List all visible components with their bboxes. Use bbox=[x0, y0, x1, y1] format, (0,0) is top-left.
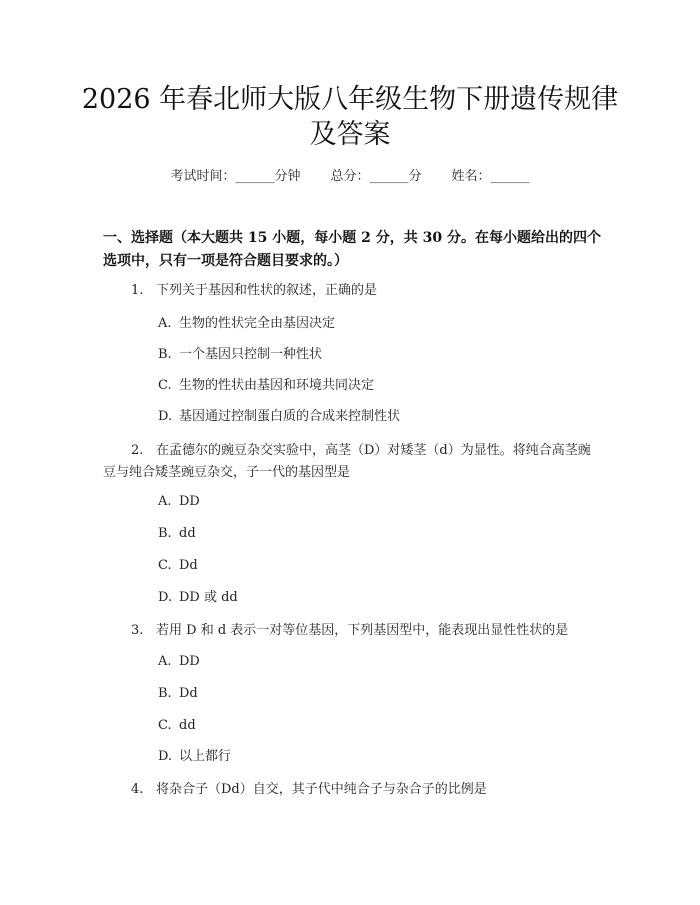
option-label: C. bbox=[158, 378, 172, 393]
page-title: 2026 年春北师大版八年级生物下册遗传规律 bbox=[81, 84, 619, 115]
question-number: 4. bbox=[131, 782, 144, 797]
option-text: dd bbox=[179, 718, 196, 733]
question-2 bbox=[103, 440, 603, 484]
option-text: 以上都行 bbox=[179, 749, 232, 764]
question-1 bbox=[103, 280, 603, 302]
question-3 bbox=[103, 620, 603, 642]
question-text: 下列关于基因和性状的叙述，正确的是 bbox=[156, 283, 378, 298]
option-3b bbox=[158, 685, 198, 703]
option-2b bbox=[158, 525, 196, 543]
question-number: 3. bbox=[131, 623, 144, 638]
option-text: 基因通过控制蛋白质的合成来控制性状 bbox=[179, 409, 401, 424]
option-2c bbox=[158, 557, 198, 575]
option-text: Dd bbox=[179, 558, 198, 573]
option-label: A. bbox=[158, 316, 172, 331]
student-name-field: 姓名：______ bbox=[451, 169, 530, 184]
option-1b bbox=[158, 346, 322, 364]
option-text: DD 或 dd bbox=[179, 590, 238, 605]
option-label: A. bbox=[158, 654, 172, 669]
option-text: DD bbox=[179, 494, 200, 509]
option-text: DD bbox=[179, 654, 200, 669]
option-text: 一个基因只控制一种性状 bbox=[179, 347, 323, 362]
option-3d bbox=[158, 748, 231, 766]
option-label: B. bbox=[158, 526, 172, 541]
section-heading: 一、选择题（本大题共 15 小题，每小题 2 分，共 30 分。在每小题给出的四个选项中，只有一项是符合题目要求的。） bbox=[103, 230, 601, 269]
option-3c bbox=[158, 717, 196, 735]
option-2a bbox=[158, 493, 200, 511]
exam-time-field: 考试时间：______分钟 bbox=[170, 169, 301, 184]
option-1c bbox=[158, 377, 374, 395]
option-1d bbox=[158, 408, 400, 426]
total-score-field: 总分：______分 bbox=[330, 169, 422, 184]
page-title-continued: 及答案 bbox=[309, 119, 391, 150]
option-label: D. bbox=[158, 409, 173, 424]
option-label: C. bbox=[158, 558, 172, 573]
option-label: B. bbox=[158, 686, 172, 701]
option-label: C. bbox=[158, 718, 172, 733]
exam-info-line bbox=[0, 168, 700, 186]
option-text: 生物的性状完全由基因决定 bbox=[179, 316, 336, 331]
option-text: 生物的性状由基因和环境共同决定 bbox=[179, 378, 375, 393]
option-2d bbox=[158, 589, 238, 607]
question-number: 2. bbox=[131, 443, 144, 458]
option-label: B. bbox=[158, 347, 172, 362]
question-4 bbox=[103, 779, 603, 801]
option-text: dd bbox=[179, 526, 196, 541]
question-text: 在孟德尔的豌豆杂交实验中，高茎（D）对矮茎（d）为显性。将纯合高茎豌豆与纯合矮茎豌豆杂交，子一代的基因型是 bbox=[103, 443, 591, 480]
option-label: D. bbox=[158, 749, 173, 764]
option-1a bbox=[158, 315, 335, 333]
option-3a bbox=[158, 653, 200, 671]
option-text: Dd bbox=[179, 686, 198, 701]
question-text: 将杂合子（Dd）自交，其子代中纯合子与杂合子的比例是 bbox=[156, 782, 487, 797]
question-text: 若用 D 和 d 表示一对等位基因，下列基因型中，能表现出显性性状的是 bbox=[156, 623, 569, 638]
question-number: 1. bbox=[131, 283, 144, 298]
option-label: D. bbox=[158, 590, 173, 605]
option-label: A. bbox=[158, 494, 172, 509]
